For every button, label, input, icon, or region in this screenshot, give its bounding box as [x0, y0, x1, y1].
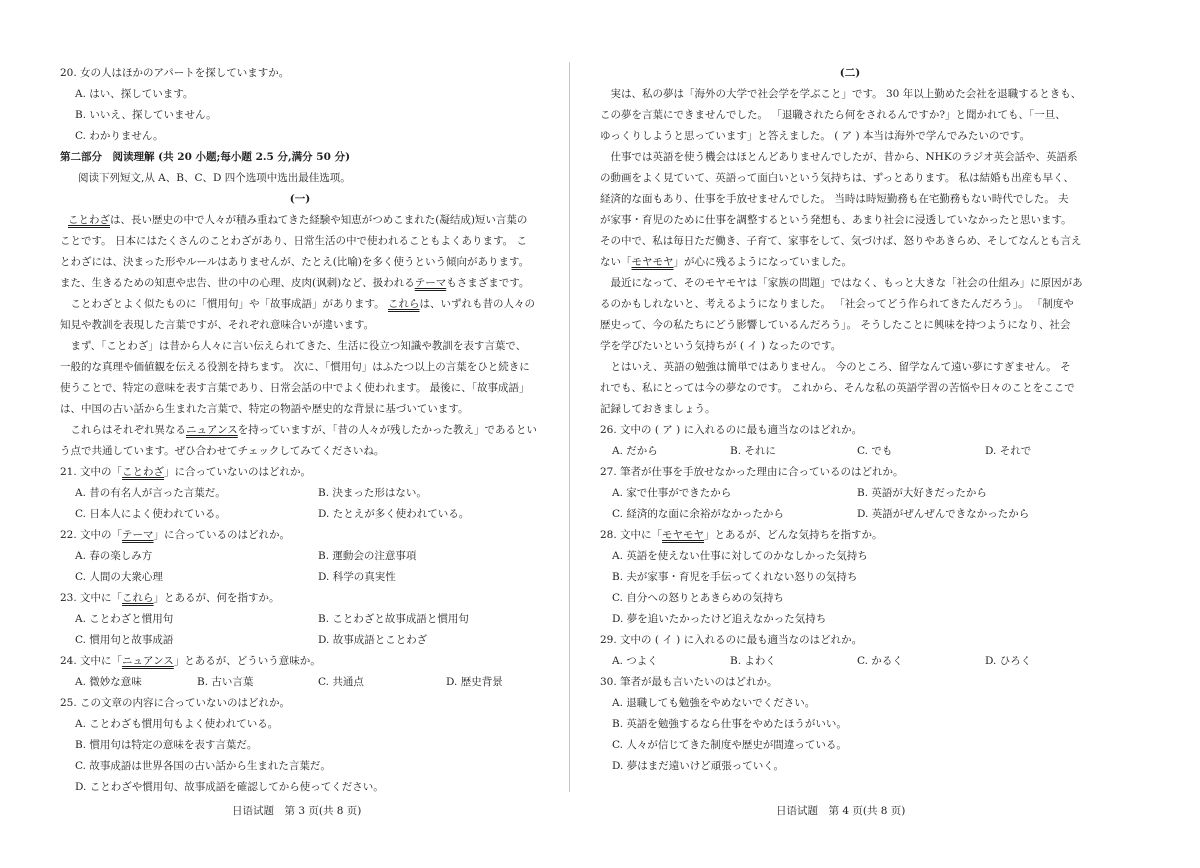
q28-option-c: C. 自分への怒りとあきらめの気持ち: [612, 592, 784, 604]
q21-option-a: A. 昔の有名人が言った言葉だ。: [75, 487, 226, 499]
passage-line: 学を学びたいという気持ちが ( イ ) なったのです。: [600, 340, 842, 352]
passage-line: 使うことで、特定の意味を表す言葉であり、日常会話の中でよく使われます。 最後に、「故事成語」: [60, 382, 530, 394]
underlined-term: テーマ: [414, 277, 447, 289]
q22-option-b: B. 運動会の注意事項: [318, 550, 417, 562]
passage-line: ことわざは、長い歴史の中で人々が積み重ねてきた経験や知恵がつめこまれた(凝结成)短い言葉の: [68, 214, 528, 226]
passage-line: るのかもしれないと、考えるようになりました。 「社会ってどう作られてきたんだろう」。 「制度や: [600, 298, 1074, 310]
q20-stem: 20. 女の人はほかのアパートを探していますか。: [60, 67, 290, 79]
page-footer-right: 日语试题 第 4 页(共 8 页): [776, 805, 906, 817]
passage-line: とわざには、決まった形やルールはありませんが、たとえ(比喻)を多く使うという傾向があります。: [60, 256, 530, 268]
passage-line: ことです。 日本にはたくさんのことわざがあり、日常生活の中で使われることもよくあります。 こ: [60, 235, 527, 247]
q26-option-d: D. それで: [985, 445, 1032, 457]
q27-option-d: D. 英語がぜんぜんできなかったから: [857, 508, 1030, 520]
passage-line: 一般的な真理や価値観を伝える役割を持ちます。 次に、「慣用句」はふたつ以上の言葉をひと続きに: [60, 361, 530, 373]
q26-option-a: A. だから: [612, 445, 658, 457]
passage-line: 仕事では英語を使う機会はほとんどありませんでしたが、昔から、NHKのラジオ英会話や、英語系: [600, 151, 1078, 163]
q23-option-b: B. ことわざと故事成語と慣用句: [318, 613, 469, 625]
page-footer-left: 日语试题 第 3 页(共 8 页): [232, 805, 362, 817]
q23-option-a: A. ことわざと慣用句: [75, 613, 174, 625]
section-title: 第二部分 阅读理解 (共 20 小题;每小题 2.5 分,满分 50 分): [60, 151, 351, 163]
passage-line: この夢を言葉にできませんでした。 「退職されたら何をされるんですか?」と聞かれても、「一旦、: [600, 109, 1066, 121]
underlined-term: これら: [388, 298, 420, 310]
q23-option-d: D. 故事成語とことわざ: [318, 634, 428, 646]
q30-option-b: B. 英語を勉強するなら仕事をやめたほうがいい。: [612, 718, 847, 730]
q27-option-c: C. 経済的な面に余裕がなかったから: [612, 508, 784, 520]
passage-line: これらはそれぞれ異なるニュアンスを持っていますが、「昔の人々が残したかった教え」であるとい: [60, 424, 538, 436]
q22-stem: 22. 文中の「テーマ」に合っているのはどれか。: [60, 529, 291, 541]
passage-line: 実は、私の夢は「海外の大学で社会学を学ぶこと」です。 30 年以上勤めた会社を退職するときも、: [600, 88, 1082, 100]
passage-line: 最近になって、そのモヤモヤは「家族の問題」ではなく、もっと大きな「社会の仕組み」に原因があ: [600, 277, 1083, 289]
q26-stem: 26. 文中の ( ア ) に入れるのに最も適当なのはどれか。: [600, 424, 863, 436]
passage-line: まず、「ことわざ」は昔から人々に言い伝えられてきた、生活に役立つ知識や教訓を表す言葉で、: [60, 340, 527, 352]
passage-line: ゆっくりしようと思っています」と答えました。 ( ア ) 本当は海外で学んでみたいのです。: [600, 130, 1031, 142]
q25-option-c: C. 故事成語は世界各国の古い話から生まれた言葉だ。: [75, 760, 331, 772]
passage-line: は、中国の古い話から生まれた言葉で、特定の物語や歴史的な背景に基づいています。: [60, 403, 469, 415]
q20-option-a: A. はい、探しています。: [75, 88, 194, 100]
q21-option-b: B. 決まった形はない。: [318, 487, 427, 499]
underlined-term: モヤモヤ: [631, 256, 674, 268]
passage-line: 記録しておきましょう。: [600, 403, 716, 415]
q21-option-d: D. たとえが多く使われている。: [318, 508, 470, 520]
q26-option-c: C. でも: [857, 445, 893, 457]
passage-line: また、生きるための知恵や忠告、世の中の心理、皮肉(讽刺)など、扱われるテーマもさまざまです。: [60, 277, 530, 289]
q24-option-d: D. 歴史背景: [446, 676, 503, 688]
passage-1-title: (一): [289, 193, 311, 205]
q21-stem: 21. 文中の「ことわざ」に合っていないのはどれか。: [60, 466, 312, 478]
q29-option-c: C. かるく: [857, 655, 903, 667]
q28-option-b: B. 夫が家事・育児を手伝ってくれない怒りの気持ち: [612, 571, 858, 583]
q28-option-a: A. 英語を使えない仕事に対してのかなしかった気持ち: [612, 550, 868, 562]
q24-stem: 24. 文中に「ニュアンス」とあるが、どういう意味か。: [60, 655, 321, 667]
passage-2-title: (二): [839, 67, 861, 79]
q25-option-a: A. ことわざも慣用句もよく使われている。: [75, 718, 279, 730]
q29-option-b: B. よわく: [730, 655, 776, 667]
q29-option-a: A. つよく: [612, 655, 658, 667]
underlined-term: ニュアンス: [186, 424, 238, 436]
passage-line: とはいえ、英語の勉強は簡単ではありません。 今のところ、留学なんて遠い夢にすぎません。 そ: [600, 361, 1071, 373]
q30-stem: 30. 筆者が最も言いたいのはどれか。: [600, 676, 778, 688]
q28-option-d: D. 夢を追いたかったけど追えなかった気持ち: [612, 613, 827, 625]
q22-option-c: C. 人間の大衆心理: [75, 571, 163, 583]
q25-stem: 25. この文章の内容に合っていないのはどれか。: [60, 697, 291, 709]
q25-option-d: D. ことわざや慣用句、故事成語を確認してから使ってください。: [75, 781, 384, 793]
q27-option-a: A. 家で仕事ができたから: [612, 487, 732, 499]
q28-stem: 28. 文中に「モヤモヤ」とあるが、どんな気持ちを指すか。: [600, 529, 883, 541]
q22-option-a: A. 春の楽しみ方: [75, 550, 153, 562]
q26-option-b: B. それに: [730, 445, 776, 457]
q27-stem: 27. 筆者が仕事を手放せなかった理由に合っているのはどれか。: [600, 466, 904, 478]
q22-option-d: D. 科学の真実性: [318, 571, 396, 583]
passage-line: が家事・育児のために仕事を調整するという発想も、あまり社会に浸透していなかったと思います。: [600, 214, 1072, 226]
q20-option-c: C. わかりません。: [75, 130, 164, 142]
q23-stem: 23. 文中に「これら」とあるが、何を指すか。: [60, 592, 280, 604]
passage-line: の動画をよく見ていて、英語って面白いという気持ちは、ずっとあります。 私は結婚も出産も早く、: [600, 172, 1074, 184]
passage-line: れでも、私にとっては今の夢なのです。 これから、そんな私の英語学習の苦悩や日々のことをここで: [600, 382, 1075, 394]
instruction: 阅读下列短文,从 A、B、C、D 四个选项中选出最佳选项。: [78, 172, 351, 184]
passage-line: ない「モヤモヤ」が心に残るようになっていました。: [600, 256, 852, 268]
q30-option-d: D. 夢はまだ遠いけど頑張っていく。: [612, 760, 785, 772]
q20-option-b: B. いいえ、探していません。: [75, 109, 217, 121]
q27-option-b: B. 英語が大好きだったから: [857, 487, 987, 499]
q29-stem: 29. 文中の ( イ ) に入れるのに最も適当なのはどれか。: [600, 634, 863, 646]
underlined-term: ことわざ: [68, 214, 110, 226]
passage-line: ことわざとよく似たものに「慣用句」や「故事成語」があります。 これらは、いずれも昔の人々の: [60, 298, 535, 310]
passage-line: う点で共通しています。ぜひ合わせてチェックしてみてくださいね。: [60, 445, 385, 457]
passage-line: 知見や教訓を表現した言葉ですが、それぞれ意味合いが違います。: [60, 319, 375, 331]
q24-option-a: A. 微妙な意味: [75, 676, 142, 688]
passage-line: 歴史って、今の私たちにどう影響しているんだろう」。 そうしたことに興味を持つようになり、社会: [600, 319, 1071, 331]
column-divider: [569, 62, 570, 792]
q24-option-c: C. 共通点: [318, 676, 364, 688]
passage-line: 経済的な面もあり、仕事を手放せませんでした。 当時は時短勤務も在宅勤務もない時代でした。 夫: [600, 193, 1069, 205]
q21-option-c: C. 日本人によく使われている。: [75, 508, 226, 520]
passage-line: その中で、私は毎日ただ働き、子育て、家事をして、気づけば、怒りやあきらめ、そしてなんとも言え: [600, 235, 1082, 247]
q30-option-c: C. 人々が信じてきた制度や歴史が間違っている。: [612, 739, 847, 751]
q25-option-b: B. 慣用句は特定の意味を表す言葉だ。: [75, 739, 258, 751]
q29-option-d: D. ひろく: [985, 655, 1032, 667]
q24-option-b: B. 古い言葉: [197, 676, 254, 688]
q23-option-c: C. 慣用句と故事成語: [75, 634, 174, 646]
q30-option-a: A. 退職しても勉強をやめないでください。: [612, 697, 816, 709]
